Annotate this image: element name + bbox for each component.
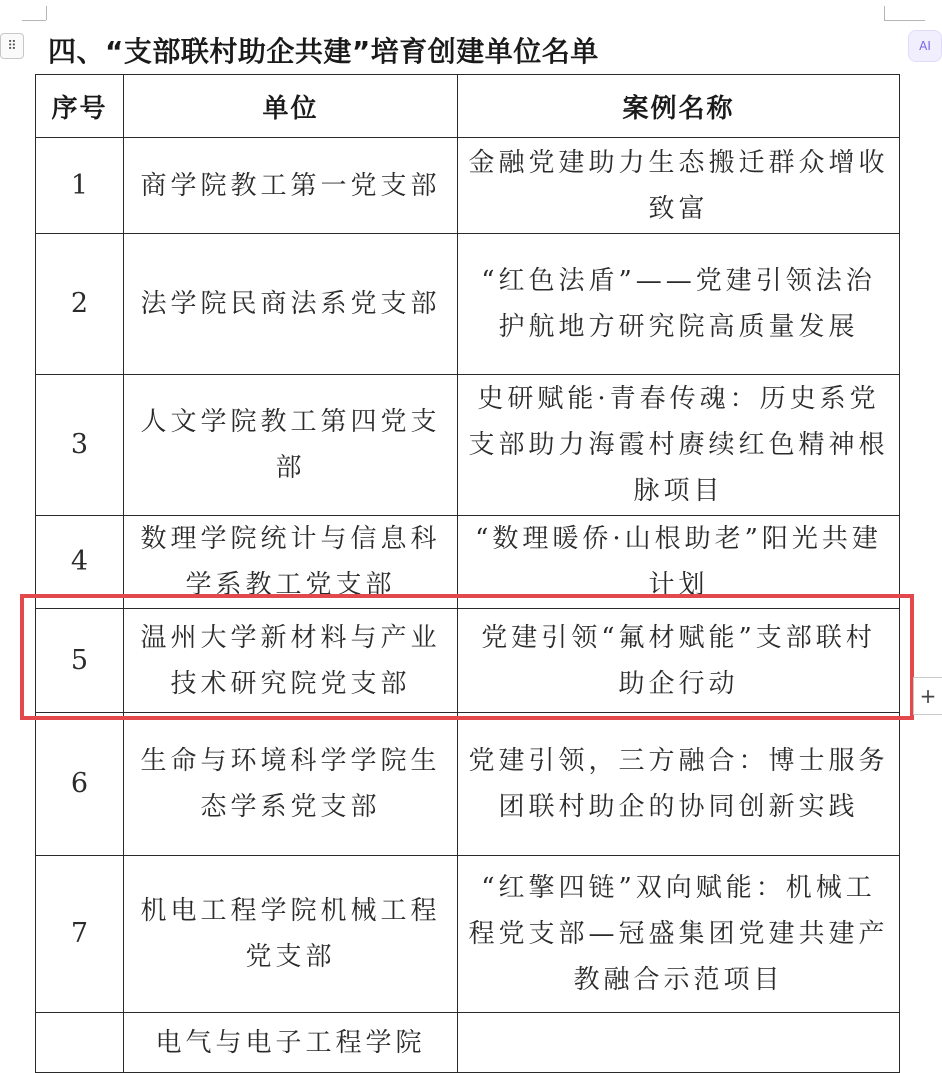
add-row-button[interactable]: [913, 677, 942, 715]
document-title: 四、“支部联村助企共建”培育创建单位名单: [48, 35, 599, 68]
row-case-name: “数理暖侨·山根助老”阳光共建计划: [458, 516, 900, 609]
row-unit: 人文学院教工第四党支部: [124, 375, 458, 516]
row-number: 4: [36, 516, 124, 609]
table-row: [36, 713, 900, 856]
row-case-name: 史研赋能·青春传魂：历史系党支部助力海霞村赓续红色精神根脉项目: [458, 375, 900, 516]
unit-list-table: [35, 74, 900, 1073]
row-number: [36, 1013, 124, 1073]
row-unit: 商学院教工第一党支部: [124, 138, 458, 234]
row-number: 1: [36, 138, 124, 234]
plus-icon: +: [919, 684, 937, 708]
row-unit: 数理学院统计与信息科学系教工党支部: [124, 516, 458, 609]
header-number: 序号: [36, 75, 124, 138]
row-number: 2: [36, 234, 124, 375]
header-unit: 单位: [124, 75, 458, 138]
table-row: [36, 516, 900, 609]
table-row: [36, 375, 900, 516]
row-number: 3: [36, 375, 124, 516]
row-unit: 生命与环境科学学院生态学系党支部: [124, 713, 458, 856]
table-row: [36, 856, 900, 1013]
drag-dots-icon: ⠿: [7, 38, 17, 54]
drag-handle-button[interactable]: [0, 33, 24, 59]
row-number: 5: [36, 609, 124, 713]
table-row: [36, 138, 900, 234]
row-case-name: 党建引领“氟材赋能”支部联村助企行动: [458, 609, 900, 713]
table-row: [36, 234, 900, 375]
row-case-name: [458, 1013, 900, 1073]
row-case-name: “红擎四链”双向赋能：机械工程党支部—冠盛集团党建共建产教融合示范项目: [458, 856, 900, 1013]
table-header-row: [36, 75, 900, 138]
row-case-name: 党建引领，三方融合：博士服务团联村助企的协同创新实践: [458, 713, 900, 856]
row-unit: 机电工程学院机械工程党支部: [124, 856, 458, 1013]
header-case-name: 案例名称: [458, 75, 900, 138]
row-number: 7: [36, 856, 124, 1013]
row-unit: 电气与电子工程学院: [124, 1013, 458, 1073]
page-corner-mark-right: [884, 6, 925, 21]
row-unit: 温州大学新材料与产业技术研究院党支部: [124, 609, 458, 713]
row-case-name: 金融党建助力生态搬迁群众增收致富: [458, 138, 900, 234]
row-unit: 法学院民商法系党支部: [124, 234, 458, 375]
row-number: 6: [36, 713, 124, 856]
row-case-name: “红色法盾”——党建引领法治护航地方研究院高质量发展: [458, 234, 900, 375]
ai-label: AI: [919, 39, 931, 53]
page-corner-mark-left: [22, 6, 46, 21]
table-row-highlighted: [36, 609, 900, 713]
table-row-partial: [36, 1013, 900, 1073]
ai-assistant-button[interactable]: [908, 30, 942, 62]
